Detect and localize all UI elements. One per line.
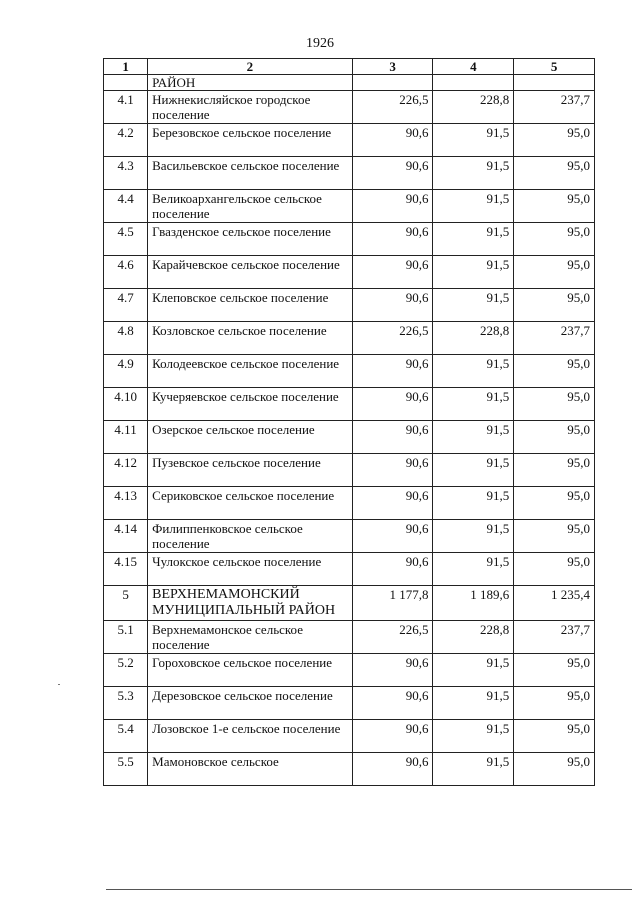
table-row (104, 388, 595, 421)
row-value-col3: 90,6 (352, 190, 433, 223)
row-value-col5: 95,0 (514, 421, 595, 454)
table-row (104, 322, 595, 355)
row-value-col4: 228,8 (433, 621, 514, 654)
row-value-col3: 90,6 (352, 421, 433, 454)
row-value-col5: 237,7 (514, 91, 595, 124)
row-number: 5.4 (104, 720, 148, 753)
row-value-col3: 90,6 (352, 520, 433, 553)
row-name: Дерезовское сельское поселение (148, 687, 353, 720)
row-value-col4: 91,5 (433, 256, 514, 289)
row-number: 5.3 (104, 687, 148, 720)
row-value-col3: 90,6 (352, 654, 433, 687)
row-name: Березовское сельское поселение (148, 124, 353, 157)
row-name: Озерское сельское поселение (148, 421, 353, 454)
row-value-col4: 91,5 (433, 223, 514, 256)
budget-table (103, 58, 595, 786)
row-value-col4: 91,5 (433, 654, 514, 687)
row-value-col4: 91,5 (433, 190, 514, 223)
table-row (104, 91, 595, 124)
row-number: 4.5 (104, 223, 148, 256)
row-name: Козловское сельское поселение (148, 322, 353, 355)
row-number: 4.7 (104, 289, 148, 322)
table-row (104, 520, 595, 553)
row-name: Гороховское сельское поселение (148, 654, 353, 687)
table-header-row (104, 59, 595, 75)
row-value-col5: 95,0 (514, 753, 595, 786)
row-value-col4: 91,5 (433, 753, 514, 786)
row-value-col4: 228,8 (433, 91, 514, 124)
row-number: 4.14 (104, 520, 148, 553)
row-value-col5: 237,7 (514, 322, 595, 355)
row-value-col4: 91,5 (433, 553, 514, 586)
row-value-col5: 95,0 (514, 487, 595, 520)
row-number: 4.4 (104, 190, 148, 223)
table-row (104, 621, 595, 654)
row-value-col3: 90,6 (352, 454, 433, 487)
row-number: 4.10 (104, 388, 148, 421)
row-name: Карайчевское сельское поселение (148, 256, 353, 289)
row-number: 5.1 (104, 621, 148, 654)
row-value-col4: 91,5 (433, 388, 514, 421)
row-value-col5: 95,0 (514, 190, 595, 223)
row-value-col3: 90,6 (352, 124, 433, 157)
row-value-col5: 95,0 (514, 553, 595, 586)
table-row (104, 190, 595, 223)
row-value-col4: 91,5 (433, 687, 514, 720)
row-value-col4: 228,8 (433, 322, 514, 355)
table-row (104, 289, 595, 322)
row-value-col5: 237,7 (514, 621, 595, 654)
row-number: 5 (104, 586, 148, 621)
row-value-col5: 95,0 (514, 454, 595, 487)
header-col-3: 3 (352, 59, 433, 75)
row-name: Верхнемамонское сельское поселение (148, 621, 353, 654)
row-value-col3: 90,6 (352, 720, 433, 753)
row-value-col4: 91,5 (433, 454, 514, 487)
row-number: 4.3 (104, 157, 148, 190)
row-name: Великоархангельское сельское поселение (148, 190, 353, 223)
row-value-col4: 91,5 (433, 421, 514, 454)
row-value-col5: 95,0 (514, 654, 595, 687)
scan-mark (58, 684, 60, 685)
table-row (104, 157, 595, 190)
row-number: 4.12 (104, 454, 148, 487)
table-row (104, 223, 595, 256)
row-number: 5.2 (104, 654, 148, 687)
table-row (104, 454, 595, 487)
row-value-col4: 91,5 (433, 124, 514, 157)
row-value-col3: 226,5 (352, 621, 433, 654)
row-value-col3: 90,6 (352, 355, 433, 388)
header-col-1: 1 (104, 59, 148, 75)
header-col-5: 5 (514, 59, 595, 75)
table-row (104, 256, 595, 289)
row-name: Нижнекисляйское городское поселение (148, 91, 353, 124)
row-value-col3: 90,6 (352, 157, 433, 190)
row-name: ВЕРХНЕМАМОНСКИЙ МУНИЦИПАЛЬНЫЙ РАЙОН (148, 586, 353, 621)
row-value-col5: 95,0 (514, 223, 595, 256)
table-row (104, 654, 595, 687)
row-value-col4: 91,5 (433, 355, 514, 388)
table-row (104, 124, 595, 157)
page-bottom-line (106, 889, 632, 890)
header-col-2: 2 (148, 59, 353, 75)
row-value-col5: 95,0 (514, 687, 595, 720)
row-name: Чулокское сельское поселение (148, 553, 353, 586)
table-row (104, 355, 595, 388)
row-name: Колодеевское сельское поселение (148, 355, 353, 388)
row-value-col3: 90,6 (352, 687, 433, 720)
continuation-label: РАЙОН (148, 75, 353, 91)
row-value-col5: 95,0 (514, 520, 595, 553)
table-row (104, 421, 595, 454)
row-value-col3: 90,6 (352, 487, 433, 520)
row-value-col5: 95,0 (514, 157, 595, 190)
row-name: Гвазденское сельское поселение (148, 223, 353, 256)
district-row (104, 586, 595, 621)
row-value-col5: 95,0 (514, 355, 595, 388)
row-name: Филиппенковское сельское поселение (148, 520, 353, 553)
row-value-col5: 95,0 (514, 256, 595, 289)
row-value-col3: 90,6 (352, 223, 433, 256)
table-row (104, 720, 595, 753)
row-value-col3: 90,6 (352, 753, 433, 786)
row-number: 4.1 (104, 91, 148, 124)
row-value-col4: 91,5 (433, 157, 514, 190)
page-number: 1926 (306, 36, 334, 51)
row-value-col3: 90,6 (352, 553, 433, 586)
row-name: Васильевское сельское поселение (148, 157, 353, 190)
table-body (104, 75, 595, 786)
row-number: 4.13 (104, 487, 148, 520)
row-value-col4: 1 189,6 (433, 586, 514, 621)
row-value-col3: 1 177,8 (352, 586, 433, 621)
row-number: 4.6 (104, 256, 148, 289)
table-row (104, 687, 595, 720)
row-value-col4: 91,5 (433, 487, 514, 520)
row-value-col3: 226,5 (352, 91, 433, 124)
row-value-col4: 91,5 (433, 720, 514, 753)
continuation-num (104, 75, 148, 91)
header-col-4: 4 (433, 59, 514, 75)
row-value-col4: 91,5 (433, 520, 514, 553)
row-name: Мамоновское сельское (148, 753, 353, 786)
row-value-col5: 95,0 (514, 289, 595, 322)
row-number: 5.5 (104, 753, 148, 786)
row-value-col3: 90,6 (352, 256, 433, 289)
row-value-col3: 90,6 (352, 289, 433, 322)
row-number: 4.9 (104, 355, 148, 388)
row-number: 4.11 (104, 421, 148, 454)
row-value-col5: 95,0 (514, 720, 595, 753)
row-value-col5: 1 235,4 (514, 586, 595, 621)
table-row (104, 753, 595, 786)
row-value-col3: 90,6 (352, 388, 433, 421)
row-name: Клеповское сельское поселение (148, 289, 353, 322)
continuation-row (104, 75, 595, 91)
row-name: Пузевское сельское поселение (148, 454, 353, 487)
table-row (104, 487, 595, 520)
row-name: Сериковское сельское поселение (148, 487, 353, 520)
row-number: 4.15 (104, 553, 148, 586)
row-number: 4.8 (104, 322, 148, 355)
row-value-col5: 95,0 (514, 124, 595, 157)
row-number: 4.2 (104, 124, 148, 157)
row-name: Лозовское 1-е сельское поселение (148, 720, 353, 753)
row-value-col3: 226,5 (352, 322, 433, 355)
row-value-col5: 95,0 (514, 388, 595, 421)
row-name: Кучеряевское сельское поселение (148, 388, 353, 421)
row-value-col4: 91,5 (433, 289, 514, 322)
table-row (104, 553, 595, 586)
